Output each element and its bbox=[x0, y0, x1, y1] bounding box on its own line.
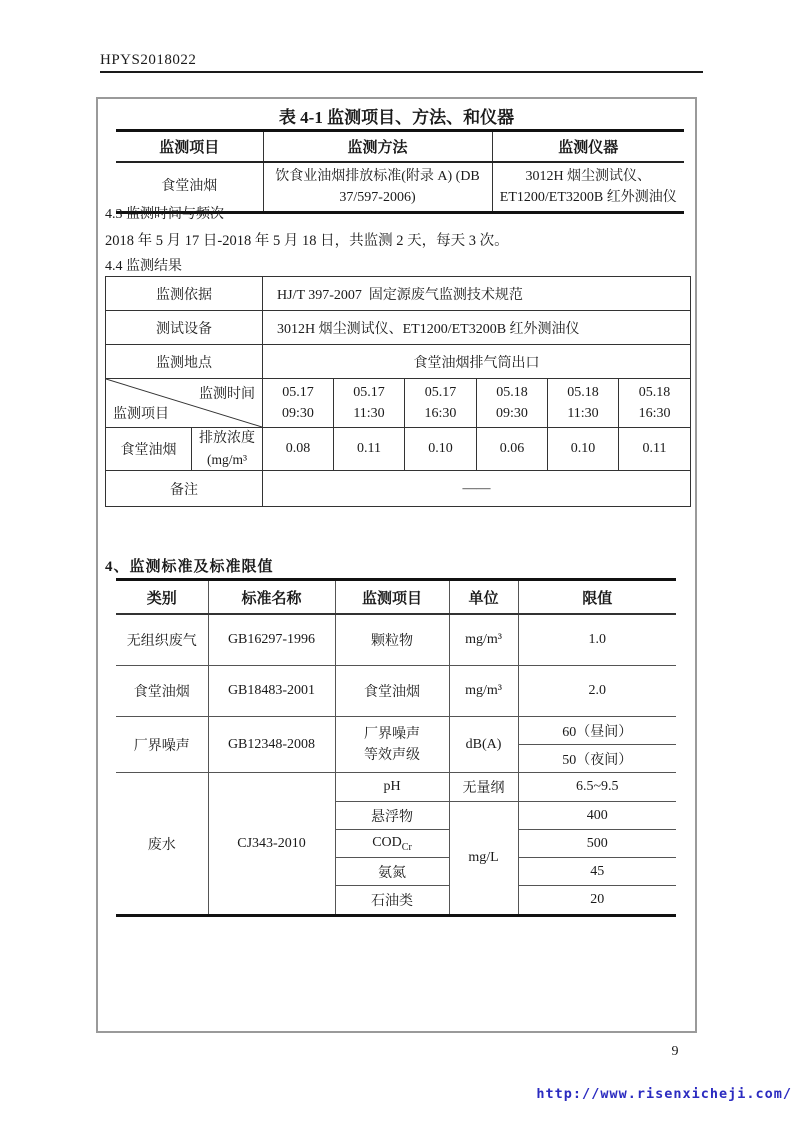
time-col-6-time: 16:30 bbox=[638, 406, 671, 421]
time-col-5 bbox=[548, 379, 619, 428]
canteen-fume-category: 食堂油烟 bbox=[116, 666, 208, 717]
table1-header-instrument: 监测仪器 bbox=[492, 131, 684, 163]
section-4-3-heading: 4.3 监测时间与频次 bbox=[105, 207, 224, 222]
table1-cell-item: 食堂油烟 bbox=[116, 162, 263, 213]
time-col-3-time: 16:30 bbox=[424, 406, 457, 421]
table2-monitoring-results bbox=[105, 276, 691, 507]
ph-unit: 无量纲 bbox=[449, 773, 518, 802]
value-2: 0.11 bbox=[334, 428, 405, 471]
time-col-1 bbox=[263, 379, 334, 428]
canteen-fume-unit: mg/m³ bbox=[449, 666, 518, 717]
time-col-3-date: 05.17 bbox=[424, 385, 457, 400]
table1-title: 表 4-1 监测项目、方法、和仪器 bbox=[278, 108, 515, 127]
item-cell: 食堂油烟 bbox=[106, 428, 192, 471]
value-4: 0.06 bbox=[477, 428, 548, 471]
location-value: 食堂油烟排气筒出口 bbox=[263, 345, 691, 379]
diagonal-header-cell bbox=[106, 379, 263, 428]
section-4-3-body: 2018 年 5 月 17 日-2018 年 5 月 18 日，共监测 2 天，每天 3 次。 bbox=[105, 233, 509, 249]
value-6: 0.11 bbox=[619, 428, 691, 471]
remark-value: —— bbox=[263, 471, 691, 507]
table1-header-row bbox=[116, 131, 684, 163]
noise-item-line2: 等效声级 bbox=[364, 747, 420, 763]
basis-value: HJ/T 397-2007 固定源废气监测技术规范 bbox=[263, 277, 691, 311]
cod-limit: 500 bbox=[518, 830, 676, 858]
section-4-4-heading: 4.4 监测结果 bbox=[105, 259, 182, 274]
nh-item: 氨氮 bbox=[335, 858, 449, 886]
noise-day-row bbox=[116, 717, 676, 745]
method-line1: 饮食业油烟排放标准(附录 A) (DB bbox=[275, 169, 480, 184]
table3-header-unit: 单位 bbox=[449, 580, 518, 615]
table3-standards-limits bbox=[116, 578, 676, 917]
oil-item: 石油类 bbox=[335, 886, 449, 916]
instrument-line2: ET1200/ET3200B 红外测油仪 bbox=[499, 190, 677, 205]
noise-category: 厂界噪声 bbox=[116, 717, 208, 773]
canteen-fume-standard: GB18483-2001 bbox=[208, 666, 335, 717]
time-col-4-date: 05.18 bbox=[496, 385, 528, 400]
noise-item-line1: 厂界噪声 bbox=[364, 726, 420, 742]
ss-limit: 400 bbox=[518, 802, 676, 830]
ph-limit: 6.5~9.5 bbox=[518, 773, 676, 802]
value-3: 0.10 bbox=[405, 428, 477, 471]
noise-standard: GB12348-2008 bbox=[208, 717, 335, 773]
parameter-cell bbox=[192, 428, 263, 471]
fugitive-gas-unit: mg/m³ bbox=[449, 614, 518, 666]
instrument-line1: 3012H 烟尘测试仪、 bbox=[525, 169, 652, 184]
fugitive-gas-limit: 1.0 bbox=[518, 614, 676, 666]
fugitive-gas-item: 颗粒物 bbox=[335, 614, 449, 666]
time-col-4 bbox=[477, 379, 548, 428]
oil-limit: 20 bbox=[518, 886, 676, 916]
parameter-line2: (mg/m³ bbox=[206, 452, 248, 467]
canteen-fume-limit: 2.0 bbox=[518, 666, 676, 717]
basis-row bbox=[106, 277, 691, 311]
table1-cell-method bbox=[263, 162, 492, 213]
device-value: 3012H 烟尘测试仪、ET1200/ET3200B 红外测油仪 bbox=[263, 311, 691, 345]
device-row bbox=[106, 311, 691, 345]
noise-item bbox=[335, 717, 449, 773]
time-col-4-time: 09:30 bbox=[496, 406, 528, 421]
time-col-2 bbox=[334, 379, 405, 428]
diagonal-bottom-label: 监测项目 bbox=[113, 407, 169, 422]
watermark-url: http://www.risenxicheji.com/ bbox=[536, 1086, 792, 1102]
time-col-6-date: 05.18 bbox=[638, 385, 671, 400]
cod-item bbox=[335, 830, 449, 858]
table3-header-row bbox=[116, 580, 676, 615]
wastewater-ph-row bbox=[116, 773, 676, 802]
cod-item-subscript: Cr bbox=[401, 841, 412, 853]
page-number: 9 bbox=[671, 1044, 679, 1059]
time-col-5-date: 05.18 bbox=[567, 385, 599, 400]
document-code: HPYS2018022 bbox=[100, 52, 197, 68]
time-col-1-time: 09:30 bbox=[282, 406, 314, 421]
wastewater-category: 废水 bbox=[116, 773, 208, 916]
remark-row bbox=[106, 471, 691, 507]
value-1: 0.08 bbox=[263, 428, 334, 471]
ph-item: pH bbox=[335, 773, 449, 802]
time-col-2-time: 11:30 bbox=[353, 406, 385, 421]
time-col-3 bbox=[405, 379, 477, 428]
wastewater-standard: CJ343-2010 bbox=[208, 773, 335, 916]
wastewater-shared-unit: mg/L bbox=[449, 802, 518, 916]
noise-limit-day: 60（昼间） bbox=[518, 717, 676, 745]
basis-label: 监测依据 bbox=[106, 277, 263, 311]
table3-header-standard: 标准名称 bbox=[208, 580, 335, 615]
canteen-fume-item: 食堂油烟 bbox=[335, 666, 449, 717]
content-frame bbox=[96, 97, 697, 1033]
time-col-6 bbox=[619, 379, 691, 428]
header-rule bbox=[100, 71, 703, 73]
time-header-row bbox=[106, 379, 691, 428]
time-col-5-time: 11:30 bbox=[567, 406, 599, 421]
noise-unit: dB(A) bbox=[449, 717, 518, 773]
table3-header-item: 监测项目 bbox=[335, 580, 449, 615]
table3-header-category: 类别 bbox=[116, 580, 208, 615]
time-col-2-date: 05.17 bbox=[353, 385, 385, 400]
nh-limit: 45 bbox=[518, 858, 676, 886]
ss-item: 悬浮物 bbox=[335, 802, 449, 830]
concentration-row bbox=[106, 428, 691, 471]
time-col-1-date: 05.17 bbox=[282, 385, 314, 400]
value-5: 0.10 bbox=[548, 428, 619, 471]
location-row bbox=[106, 345, 691, 379]
fugitive-gas-category: 无组织废气 bbox=[116, 614, 208, 666]
fugitive-gas-row bbox=[116, 614, 676, 666]
table1-monitoring-methods bbox=[116, 129, 684, 214]
diagonal-top-label: 监测时间 bbox=[199, 387, 255, 402]
remark-label: 备注 bbox=[106, 471, 263, 507]
table3-header-limit: 限值 bbox=[518, 580, 676, 615]
location-label: 监测地点 bbox=[106, 345, 263, 379]
table1-header-item: 监测项目 bbox=[116, 131, 263, 163]
fugitive-gas-standard: GB16297-1996 bbox=[208, 614, 335, 666]
canteen-fume-row bbox=[116, 666, 676, 717]
table1-header-method: 监测方法 bbox=[263, 131, 492, 163]
parameter-line1: 排放浓度 bbox=[199, 431, 255, 446]
method-line2: 37/597-2006) bbox=[339, 190, 416, 205]
section-4-heading: 4、监测标准及标准限值 bbox=[105, 559, 274, 575]
cod-item-main: COD bbox=[372, 834, 402, 850]
table1-cell-instrument bbox=[492, 162, 684, 213]
noise-limit-night: 50（夜间） bbox=[518, 745, 676, 773]
device-label: 测试设备 bbox=[106, 311, 263, 345]
